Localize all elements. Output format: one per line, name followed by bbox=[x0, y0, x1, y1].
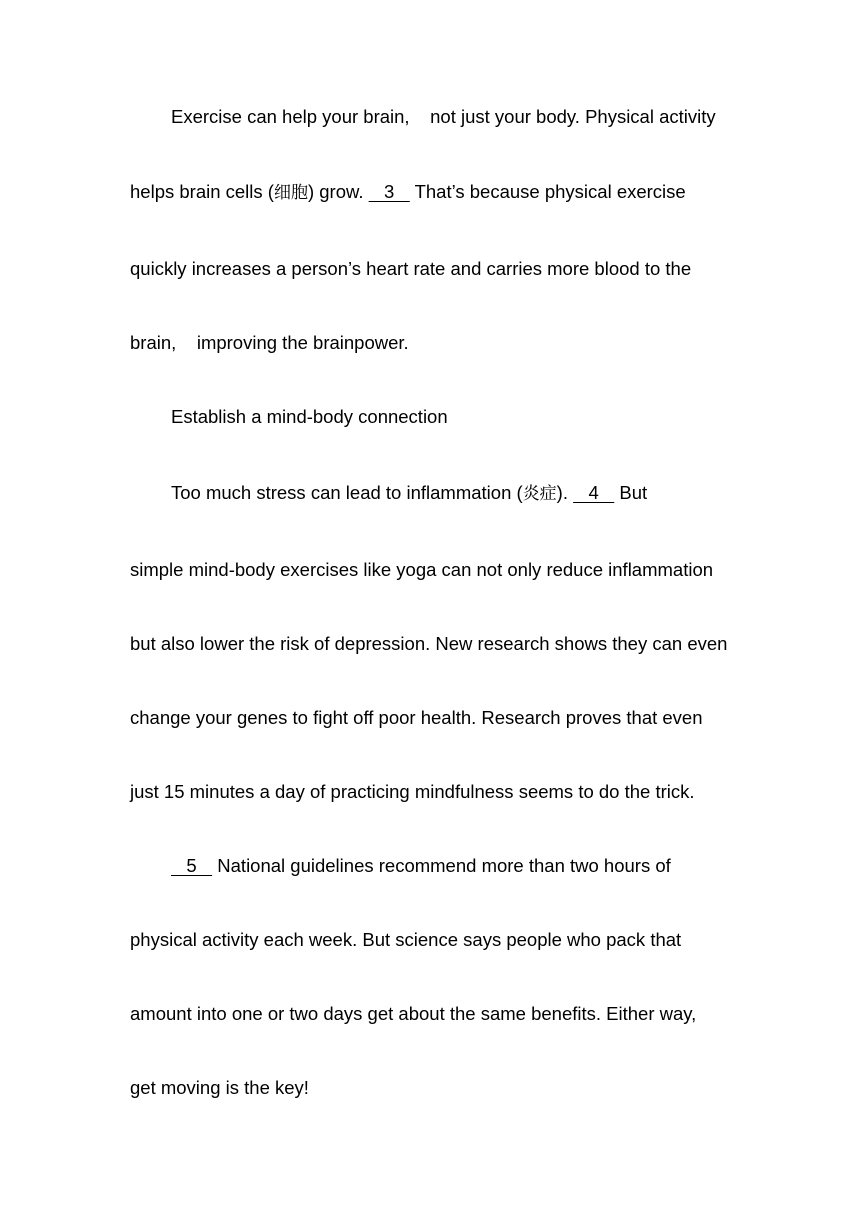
section-heading bbox=[171, 405, 448, 429]
line-text: But bbox=[614, 482, 648, 503]
line-text: just 15 minutes a day of practicing mindfulness seems to do the trick. bbox=[130, 781, 695, 802]
paragraph-line bbox=[171, 854, 671, 878]
paragraph-line bbox=[130, 780, 695, 804]
blank-4: 4 bbox=[573, 482, 615, 503]
line-text: quickly increases a person’s heart rate and carries more blood to the bbox=[130, 258, 692, 279]
line-text: That’s because physical exercise bbox=[409, 181, 686, 202]
paragraph-line bbox=[171, 105, 716, 129]
blank-5: 5 bbox=[171, 855, 213, 876]
paragraph-line bbox=[171, 481, 647, 506]
paragraph-line bbox=[130, 928, 681, 952]
paragraph-line bbox=[130, 257, 691, 281]
chinese-gloss: 炎症 bbox=[522, 484, 557, 504]
paragraph-line bbox=[130, 558, 713, 582]
line-text: Too much stress can lead to inflammation ( bbox=[171, 482, 523, 503]
line-text: get moving is the key! bbox=[130, 1077, 309, 1098]
line-text: ). bbox=[556, 482, 574, 503]
line-text: Exercise can help your brain, not just your body. Physical activity bbox=[171, 106, 716, 127]
line-text: helps brain cells ( bbox=[130, 181, 274, 202]
line-text: physical activity each week. But science says people who pack that bbox=[130, 929, 682, 950]
line-text: ) grow. bbox=[307, 181, 369, 202]
line-text: amount into one or two days get about the same benefits. Either way, bbox=[130, 1003, 697, 1024]
paragraph-line bbox=[130, 706, 703, 730]
paragraph-line bbox=[130, 331, 409, 355]
heading-text: Establish a mind-body connection bbox=[171, 406, 448, 427]
line-text: brain, improving the brainpower. bbox=[130, 332, 409, 353]
paragraph-line bbox=[130, 632, 727, 656]
paragraph-line bbox=[130, 1002, 696, 1026]
blank-3: 3 bbox=[368, 181, 410, 202]
paragraph-line bbox=[130, 1076, 309, 1100]
paragraph-line bbox=[130, 180, 686, 205]
line-text: National guidelines recommend more than two hours of bbox=[212, 855, 671, 876]
line-text: simple mind-body exercises like yoga can not only reduce inflammation bbox=[130, 559, 714, 580]
line-text: but also lower the risk of depression. New research shows they can even bbox=[130, 633, 728, 654]
chinese-gloss: 细胞 bbox=[273, 183, 308, 203]
line-text: change your genes to fight off poor health. Research proves that even bbox=[130, 707, 703, 728]
